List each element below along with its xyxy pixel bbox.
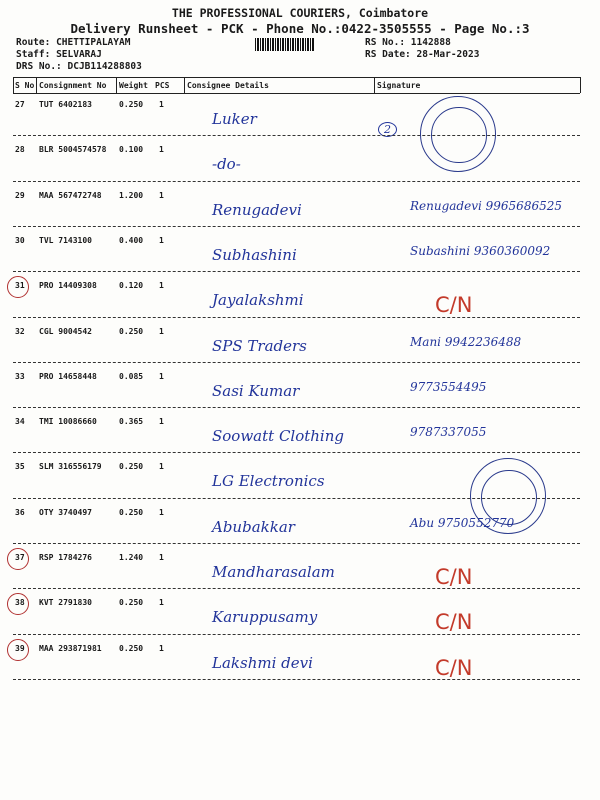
rs-no-label: RS No.: xyxy=(365,37,406,48)
row-weight: 0.120 xyxy=(119,281,144,291)
rs-no-field xyxy=(365,37,451,48)
row-reference-mark: 2 xyxy=(378,122,397,137)
col-header-consignee: Consignee Details xyxy=(187,81,269,90)
row-pcs: 1 xyxy=(159,190,164,200)
row-sno: 35 xyxy=(15,462,25,472)
row-consignee-name: LG Electronics xyxy=(212,472,325,491)
row-consignee-name: Luker xyxy=(212,110,257,128)
row-separator xyxy=(13,226,580,227)
row-signature: 9773554495 xyxy=(410,379,487,394)
row-pcs: 1 xyxy=(159,100,164,109)
row-cn-mark: C/N xyxy=(435,565,473,589)
rs-date-label: RS Date: xyxy=(365,49,411,60)
row-sno: 31 xyxy=(15,281,25,291)
col-header-consignment: Consignment No xyxy=(39,81,107,90)
col-divider xyxy=(36,77,37,93)
row-separator xyxy=(13,679,580,680)
row-consignment-no: MAA 567472748 xyxy=(39,190,102,200)
row-sno: 30 xyxy=(15,235,25,245)
row-separator xyxy=(13,317,580,318)
row-separator xyxy=(13,181,580,182)
row-sno: 33 xyxy=(15,371,25,381)
row-separator xyxy=(13,407,580,408)
drs-value: DCJB114288803 xyxy=(67,61,142,72)
row-sno: 32 xyxy=(15,326,25,336)
row-pcs: 1 xyxy=(159,507,164,517)
staff-value: SELVARAJ xyxy=(56,49,102,60)
row-pcs: 1 xyxy=(159,417,164,427)
row-cn-mark: C/N xyxy=(435,293,473,318)
row-consignee-name: -do- xyxy=(212,155,241,174)
staff-label: Staff: xyxy=(16,49,51,60)
row-weight: 0.250 xyxy=(119,326,144,336)
row-separator xyxy=(13,634,580,635)
row-consignee-name: Renugadevi xyxy=(212,200,302,219)
row-separator xyxy=(13,498,580,499)
row-consignment-no: BLR 5004574578 xyxy=(39,145,107,155)
row-weight: 0.100 xyxy=(119,145,144,155)
row-sno: 29 xyxy=(15,190,25,200)
row-separator xyxy=(13,452,580,453)
table-top-rule xyxy=(13,77,580,78)
row-consignment-no: OTY 3740497 xyxy=(39,507,92,517)
row-consignment-no: TMI 10086660 xyxy=(39,417,97,427)
row-separator xyxy=(13,543,580,544)
row-separator xyxy=(13,135,580,136)
row-signature: Subashini 9360360092 xyxy=(410,243,551,258)
row-pcs: 1 xyxy=(159,462,164,472)
row-sno: 39 xyxy=(15,643,25,653)
table-header-rule xyxy=(13,93,580,94)
barcode-graphic xyxy=(255,38,315,51)
row-weight: 1.200 xyxy=(119,190,144,200)
row-sno: 28 xyxy=(15,145,25,155)
row-sno: 38 xyxy=(15,598,25,608)
row-cn-mark: C/N xyxy=(435,610,473,635)
row-weight: 1.240 xyxy=(119,553,144,562)
row-consignee-name: Lakshmi devi xyxy=(212,653,313,672)
row-pcs: 1 xyxy=(159,553,164,562)
row-weight: 0.365 xyxy=(119,417,144,427)
col-divider xyxy=(184,77,185,93)
row-consignee-name: Subhashini xyxy=(212,245,297,264)
rs-date-field xyxy=(365,49,479,60)
row-consignee-name: Jayalakshmi xyxy=(212,291,304,310)
row-weight: 0.250 xyxy=(119,507,144,517)
row-consignee-name: Abubakkar xyxy=(212,517,295,536)
row-consignment-no: RSP 1784276 xyxy=(39,553,92,562)
row-consignment-no: TVL 7143100 xyxy=(39,235,92,245)
col-divider xyxy=(13,77,14,93)
staff-field xyxy=(16,49,102,60)
row-consignment-no: PRO 14409308 xyxy=(39,281,97,291)
row-pcs: 1 xyxy=(159,371,164,381)
col-divider xyxy=(580,77,581,93)
row-consignee-name: Mandharasalam xyxy=(212,563,335,581)
row-consignment-no: MAA 293871981 xyxy=(39,643,102,653)
col-header-signature: Signature xyxy=(377,81,421,90)
row-signature: Renugadevi 9965686525 xyxy=(410,198,562,213)
row-consignment-no: SLM 316556179 xyxy=(39,462,102,472)
route-value: CHETTIPALAYAM xyxy=(56,37,131,48)
row-separator xyxy=(13,362,580,363)
company-seal-stamp xyxy=(420,96,496,172)
row-consignment-no: KVT 2791830 xyxy=(39,598,92,608)
row-consignee-name: Soowatt Clothing xyxy=(212,427,344,446)
row-consignee-name: Karuppusamy xyxy=(212,608,318,627)
col-header-sno: S No xyxy=(15,81,35,90)
col-header-weight: Weight xyxy=(119,81,148,90)
row-consignment-no: CGL 9004542 xyxy=(39,326,92,336)
route-label: Route: xyxy=(16,37,51,48)
rs-no-value: 1142888 xyxy=(410,37,451,48)
row-sno: 34 xyxy=(15,417,25,427)
route-field xyxy=(16,37,130,48)
col-divider xyxy=(374,77,375,93)
row-signature: Abu 9750552770 xyxy=(410,515,515,530)
row-consignment-no: TUT 6402183 xyxy=(39,100,92,109)
row-separator xyxy=(13,588,580,589)
col-divider xyxy=(116,77,117,93)
company-title: THE PROFESSIONAL COURIERS, Coimbatore xyxy=(171,6,429,20)
row-weight: 0.250 xyxy=(119,100,144,109)
drs-label: DRS No.: xyxy=(16,61,62,72)
rs-date-value: 28-Mar-2023 xyxy=(416,49,480,60)
row-weight: 0.400 xyxy=(119,235,144,245)
row-consignment-no: PRO 14658448 xyxy=(39,371,97,381)
row-sno: 37 xyxy=(15,553,25,562)
row-pcs: 1 xyxy=(159,235,164,245)
row-signature: 9787337055 xyxy=(410,425,487,440)
row-weight: 0.250 xyxy=(119,462,144,472)
runsheet-subtitle: Delivery Runsheet - PCK - Phone No.:0422-3505555 - Page No.:3 xyxy=(70,21,530,36)
row-pcs: 1 xyxy=(159,598,164,608)
drs-field xyxy=(16,61,142,72)
row-weight: 0.085 xyxy=(119,371,144,381)
row-pcs: 1 xyxy=(159,281,164,291)
row-weight: 0.250 xyxy=(119,643,144,653)
row-sno: 36 xyxy=(15,507,25,517)
row-sno: 27 xyxy=(15,100,25,109)
row-weight: 0.250 xyxy=(119,598,144,608)
row-signature: Mani 9942236488 xyxy=(410,334,522,349)
row-consignee-name: Sasi Kumar xyxy=(212,381,300,400)
row-pcs: 1 xyxy=(159,145,164,155)
row-pcs: 1 xyxy=(159,326,164,336)
row-consignee-name: SPS Traders xyxy=(212,336,307,355)
row-separator xyxy=(13,271,580,272)
row-pcs: 1 xyxy=(159,643,164,653)
row-cn-mark: C/N xyxy=(435,655,473,680)
col-header-pcs: PCS xyxy=(155,81,170,90)
